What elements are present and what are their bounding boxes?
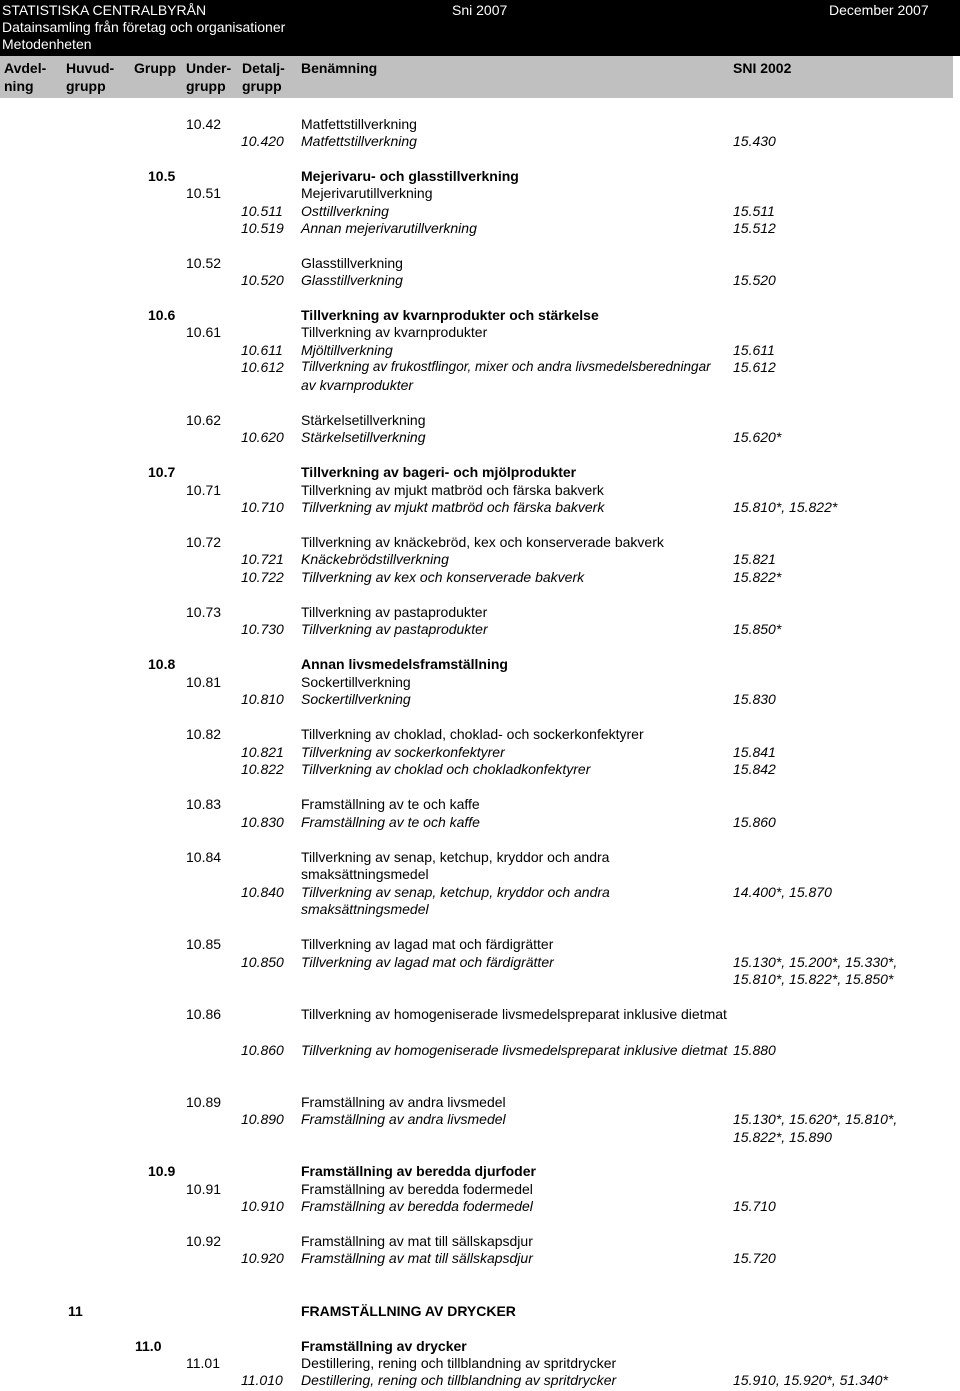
name: Stärkelsetillverkning xyxy=(301,429,426,445)
code: 10.73 xyxy=(186,604,222,620)
sni-code: 15.520 xyxy=(733,272,776,288)
sni-code: 15.511 xyxy=(733,203,775,219)
sni-code: 15.612 xyxy=(733,359,776,375)
sni-code: 15.860 xyxy=(733,814,776,830)
detail-row xyxy=(0,1197,960,1215)
detail-row xyxy=(0,620,960,638)
group-row xyxy=(0,795,960,813)
name: Tillverkning av frukostflingor, mixer och andra livsmedelsberedningar xyxy=(301,359,711,374)
code: 10.890 xyxy=(241,1111,284,1127)
name: Framställning av mat till sällskapsdjur xyxy=(301,1250,533,1266)
sni-code: 15.842 xyxy=(733,761,776,777)
name: Tillverkning av mjukt matbröd och färska bakverk xyxy=(301,499,605,515)
detail-row xyxy=(0,1371,960,1389)
name: smaksättningsmedel xyxy=(301,866,429,882)
col-undergrupp-line1: Under- xyxy=(186,60,232,76)
code: 10.519 xyxy=(241,220,284,236)
code: 10.83 xyxy=(186,796,222,812)
name: Sockertillverkning xyxy=(301,674,411,690)
unit-name: Metodenheten xyxy=(2,36,92,52)
code: 10.72 xyxy=(186,534,222,550)
code: 10.8 xyxy=(148,656,176,672)
code: 10.92 xyxy=(186,1233,222,1249)
group-row xyxy=(0,184,960,202)
group-row xyxy=(0,1180,960,1198)
code: 10.52 xyxy=(186,255,222,271)
group-row-continuation xyxy=(0,865,960,883)
name: Glasstillverkning xyxy=(301,255,403,271)
group-row xyxy=(0,1093,960,1111)
detail-row xyxy=(0,219,960,237)
code: 10.81 xyxy=(186,674,222,690)
sni-code: 15.880 xyxy=(733,1042,776,1058)
code: 10.860 xyxy=(241,1042,284,1058)
sni-code: 14.400*, 15.870 xyxy=(733,884,832,900)
name: Framställning av andra livsmedel xyxy=(301,1094,506,1110)
code: 10.910 xyxy=(241,1198,284,1214)
code: 10.920 xyxy=(241,1250,284,1266)
name: Tillverkning av sockerkonfektyrer xyxy=(301,744,505,760)
detail-row-continuation xyxy=(0,970,960,988)
sni-code: 15.821 xyxy=(733,551,776,567)
detail-row xyxy=(0,743,960,761)
name: av kvarnprodukter xyxy=(301,377,414,393)
code: 10.86 xyxy=(186,1006,222,1022)
code: 10.82 xyxy=(186,726,222,742)
sni-code: 15.710 xyxy=(733,1198,776,1214)
sni-code: 15.810*, 15.822* xyxy=(733,499,838,515)
org-name: STATISTISKA CENTRALBYRÅN xyxy=(2,2,207,18)
code: 10.822 xyxy=(241,761,284,777)
detail-row xyxy=(0,953,960,971)
name: Tillverkning av kex och konserverade bakverk xyxy=(301,569,585,585)
group-row xyxy=(0,603,960,621)
page-banner xyxy=(0,0,960,56)
code: 10.722 xyxy=(241,569,284,585)
name: Mejerivarutillverkning xyxy=(301,185,433,201)
division-row xyxy=(0,1162,960,1180)
code: 10.6 xyxy=(148,307,176,323)
name: Glasstillverkning xyxy=(301,272,403,288)
sni-code: 15.810*, 15.822*, 15.850* xyxy=(733,971,894,987)
name: Framställning av te och kaffe xyxy=(301,796,480,812)
detail-row xyxy=(0,550,960,568)
name: Framställning av andra livsmedel xyxy=(301,1111,506,1127)
code: 10.5 xyxy=(148,168,176,184)
name: smaksättningsmedel xyxy=(301,901,429,917)
sni-code: 15.130*, 15.620*, 15.810*, xyxy=(733,1111,898,1127)
name: Annan livsmedelsframställning xyxy=(301,656,508,672)
name: Tillverkning av lagad mat och färdigrätter xyxy=(301,954,554,970)
column-header-bar xyxy=(0,56,953,98)
code: 10.612 xyxy=(241,359,284,375)
detail-row xyxy=(0,498,960,516)
name: Tillverkning av pastaprodukter xyxy=(301,621,488,637)
code: 10.721 xyxy=(241,551,284,567)
name: Tillverkning av knäckebröd, kex och konserverade bakverk xyxy=(301,534,664,550)
name: Framställning av beredda fodermedel xyxy=(301,1198,533,1214)
code: 10.71 xyxy=(186,482,222,498)
section-row xyxy=(0,1302,960,1320)
col-undergrupp-line2: grupp xyxy=(186,78,226,94)
code: 10.9 xyxy=(148,1163,176,1179)
name: Framställning av te och kaffe xyxy=(301,814,480,830)
name: Destillering, rening och tillblandning av spritdrycker xyxy=(301,1355,617,1371)
name: FRAMSTÄLLNING AV DRYCKER xyxy=(301,1303,516,1319)
name: Tillverkning av kvarnprodukter och stärkelse xyxy=(301,307,599,323)
name: Tillverkning av senap, ketchup, kryddor och andra xyxy=(301,884,610,900)
name: Tillverkning av bageri- och mjölprodukter xyxy=(301,464,577,480)
sni-code: 15.850* xyxy=(733,621,782,637)
publication-date: December 2007 xyxy=(829,2,929,18)
code: 11 xyxy=(68,1303,83,1319)
classification-name: Sni 2007 xyxy=(452,2,508,18)
name: Tillverkning av senap, ketchup, kryddor och andra xyxy=(301,849,610,865)
division-row xyxy=(0,167,960,185)
col-avdelning-line2: ning xyxy=(4,78,34,94)
detail-row xyxy=(0,132,960,150)
name: Tillverkning av pastaprodukter xyxy=(301,604,488,620)
code: 11.010 xyxy=(241,1372,283,1388)
name: Tillverkning av kvarnprodukter xyxy=(301,324,488,340)
code: 10.42 xyxy=(186,116,222,132)
sni-code: 15.720 xyxy=(733,1250,776,1266)
sni-code: 15.822*, 15.890 xyxy=(733,1129,832,1145)
code: 10.821 xyxy=(241,744,284,760)
code: 10.7 xyxy=(148,464,176,480)
code: 10.89 xyxy=(186,1094,222,1110)
group-row xyxy=(0,848,960,866)
code: 10.620 xyxy=(241,429,284,445)
code: 10.420 xyxy=(241,133,284,149)
code: 10.61 xyxy=(186,324,222,340)
detail-row xyxy=(0,813,960,831)
detail-row xyxy=(0,1041,960,1059)
name: Tillverkning av homogeniserade livsmedelspreparat inklusive dietmat xyxy=(301,1042,728,1058)
name: Tillverkning av lagad mat och färdigrätter xyxy=(301,936,554,952)
sni-code: 15.830 xyxy=(733,691,776,707)
detail-row xyxy=(0,883,960,901)
detail-row xyxy=(0,202,960,220)
name: Tillverkning av choklad, choklad- och sockerkonfektyrer xyxy=(301,726,644,742)
code: 10.520 xyxy=(241,272,284,288)
group-row xyxy=(0,533,960,551)
code: 11.0 xyxy=(135,1338,162,1354)
code: 10.840 xyxy=(241,884,284,900)
group-row xyxy=(0,254,960,272)
sni-code: 15.620* xyxy=(733,429,782,445)
division-row xyxy=(0,463,960,481)
detail-row-continuation xyxy=(0,376,960,394)
col-detaljgrupp-line2: grupp xyxy=(242,78,282,94)
code: 10.611 xyxy=(241,342,283,358)
detail-row xyxy=(0,428,960,446)
code: 10.84 xyxy=(186,849,222,865)
division-row xyxy=(0,306,960,324)
department-name: Datainsamling från företag och organisationer xyxy=(2,19,286,35)
col-detaljgrupp-line1: Detalj- xyxy=(242,60,285,76)
code: 10.91 xyxy=(186,1181,222,1197)
group-row xyxy=(0,673,960,691)
name: Annan mejerivarutillverkning xyxy=(301,220,477,236)
name: Framställning av drycker xyxy=(301,1338,467,1354)
col-sni2002: SNI 2002 xyxy=(733,60,792,76)
name: Tillverkning av mjukt matbröd och färska bakverk xyxy=(301,482,604,498)
name: Matfettstillverkning xyxy=(301,116,417,132)
detail-row xyxy=(0,271,960,289)
sni-code: 15.512 xyxy=(733,220,776,236)
name: Tillverkning av choklad och chokladkonfektyrer xyxy=(301,761,591,777)
name: Tillverkning av homogeniserade livsmedelspreparat inklusive dietmat xyxy=(301,1006,727,1022)
code: 10.62 xyxy=(186,412,222,428)
division-row xyxy=(0,1337,960,1355)
name: Mejerivaru- och glasstillverkning xyxy=(301,168,519,184)
group-row xyxy=(0,115,960,133)
code: 10.511 xyxy=(241,203,283,219)
name: Framställning av beredda djurfoder xyxy=(301,1163,536,1179)
detail-row xyxy=(0,1249,960,1267)
detail-row xyxy=(0,568,960,586)
detail-row xyxy=(0,690,960,708)
name: Framställning av beredda fodermedel xyxy=(301,1181,533,1197)
detail-row-continuation xyxy=(0,900,960,918)
sni-code: 15.910, 15.920*, 51.340* xyxy=(733,1372,888,1388)
col-benamning: Benämning xyxy=(301,60,378,76)
name: Knäckebrödstillverkning xyxy=(301,551,449,567)
name: Destillering, rening och tillblandning av spritdrycker xyxy=(301,1372,617,1388)
code: 10.85 xyxy=(186,936,222,952)
group-row xyxy=(0,1232,960,1250)
code: 10.710 xyxy=(241,499,284,515)
group-row xyxy=(0,935,960,953)
col-grupp: Grupp xyxy=(134,60,176,76)
col-huvudgrupp-line1: Huvud- xyxy=(66,60,115,76)
code: 10.810 xyxy=(241,691,284,707)
group-row xyxy=(0,481,960,499)
group-row xyxy=(0,411,960,429)
sni-code: 15.130*, 15.200*, 15.330*, xyxy=(733,954,898,970)
code: 10.830 xyxy=(241,814,284,830)
group-row xyxy=(0,1354,960,1372)
sni-code: 15.822* xyxy=(733,569,782,585)
name: Matfettstillverkning xyxy=(301,133,417,149)
detail-row-continuation xyxy=(0,1128,960,1146)
name: Framställning av mat till sällskapsdjur xyxy=(301,1233,533,1249)
detail-row xyxy=(0,1110,960,1128)
sni-code: 15.430 xyxy=(733,133,776,149)
col-huvudgrupp-line2: grupp xyxy=(66,78,106,94)
code: 10.850 xyxy=(241,954,284,970)
division-row xyxy=(0,655,960,673)
group-row xyxy=(0,1005,960,1023)
detail-row xyxy=(0,341,960,359)
sni-code: 15.611 xyxy=(733,342,775,358)
code: 11.01 xyxy=(186,1355,220,1371)
detail-row xyxy=(0,760,960,778)
name: Mjöltillverkning xyxy=(301,342,393,358)
name: Osttillverkning xyxy=(301,203,389,219)
name: Stärkelsetillverkning xyxy=(301,412,426,428)
name: Sockertillverkning xyxy=(301,691,411,707)
detail-row xyxy=(0,358,960,376)
sni-code: 15.841 xyxy=(733,744,776,760)
group-row xyxy=(0,323,960,341)
group-row xyxy=(0,725,960,743)
col-avdelning-line1: Avdel- xyxy=(4,60,47,76)
code: 10.51 xyxy=(186,185,222,201)
code: 10.730 xyxy=(241,621,284,637)
